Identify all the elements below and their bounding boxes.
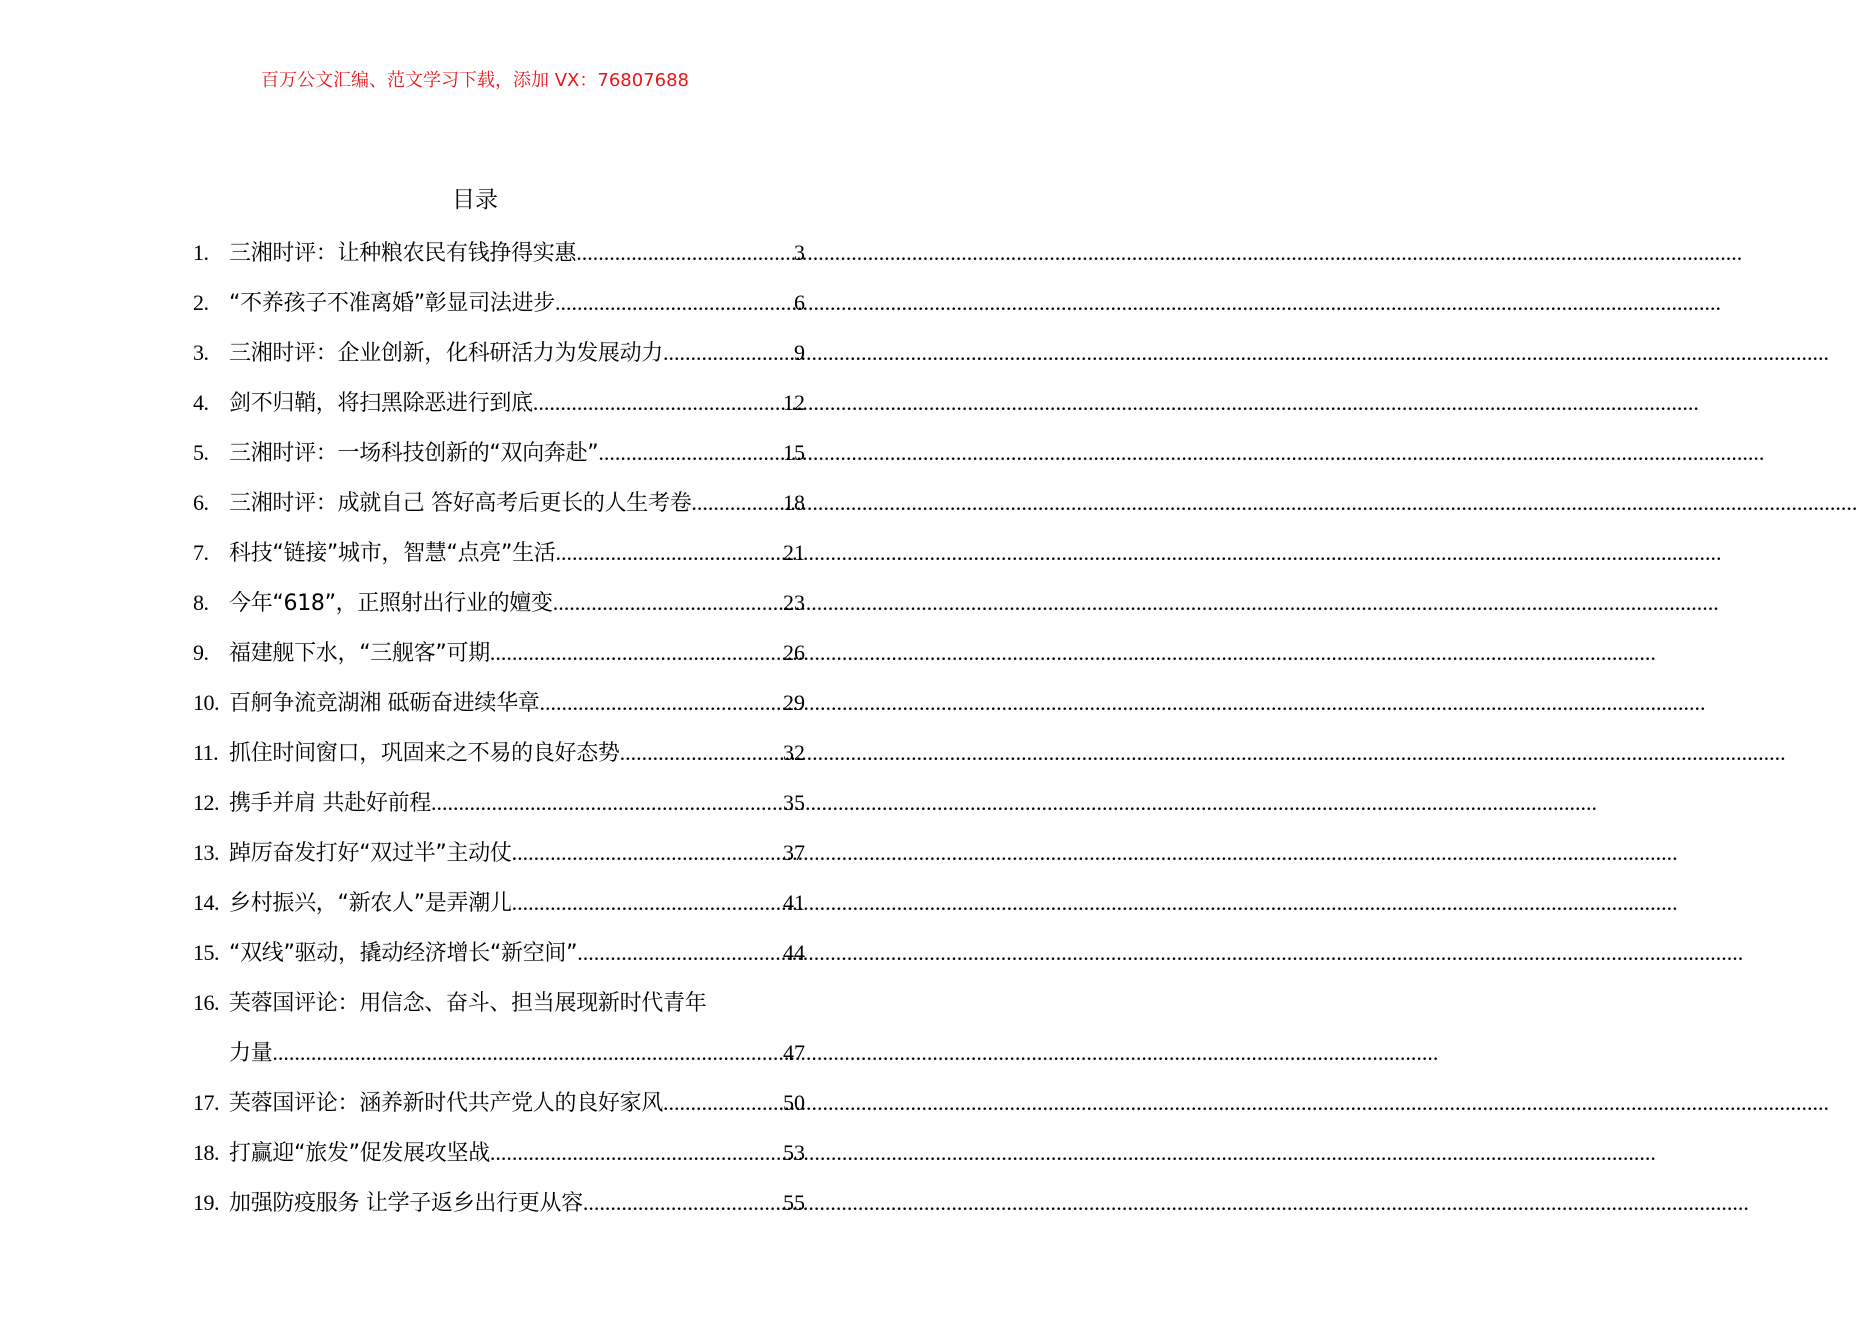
toc-entry-page: 29	[783, 690, 805, 715]
toc-dot-leader	[556, 528, 784, 578]
toc-entry-12[interactable]	[193, 778, 805, 828]
toc-entry-9[interactable]	[193, 628, 805, 678]
toc-dot-leader	[431, 778, 783, 828]
toc-list	[193, 228, 805, 1228]
toc-entry-page: 44	[783, 940, 805, 965]
toc-entry-16-continued[interactable]	[193, 1028, 805, 1078]
toc-entry-number: 1.	[193, 240, 209, 265]
toc-dot-leader	[598, 428, 783, 478]
toc-entry-title: “不养孩子不准离婚”彰显司法进步	[229, 291, 555, 316]
toc-entry-8[interactable]	[193, 578, 805, 628]
toc-dot-leader	[663, 328, 794, 378]
header-note: 百万公文汇编、范文学习下载，添加 VX：76807688	[261, 70, 689, 91]
toc-entry-page: 35	[783, 790, 805, 815]
toc-entry-number: 17.	[193, 1090, 219, 1115]
toc-entry-number: 2.	[193, 290, 209, 315]
toc-entry-number: 9.	[193, 640, 209, 665]
toc-entry-number: 14.	[193, 890, 219, 915]
toc-dot-leader	[620, 728, 783, 778]
toc-entry-number: 4.	[193, 390, 209, 415]
toc-entry-number: 10.	[193, 690, 219, 715]
toc-entry-page: 23	[783, 590, 805, 615]
toc-entry-4[interactable]	[193, 378, 805, 428]
toc-dot-leader	[490, 1128, 783, 1178]
toc-entry-page: 50	[783, 1090, 805, 1115]
toc-entry-page: 15	[783, 440, 805, 465]
toc-entry-page: 9	[794, 340, 805, 365]
toc-entry-number: 6.	[193, 490, 209, 515]
toc-dot-leader	[576, 228, 794, 278]
toc-entry-number: 15.	[193, 940, 219, 965]
toc-dot-leader	[512, 828, 783, 878]
toc-entry-number: 18.	[193, 1140, 219, 1165]
toc-entry-1[interactable]	[193, 228, 805, 278]
toc-entry-page: 37	[783, 840, 805, 865]
toc-entry-title: 加强防疫服务 让学子返乡出行更从容	[229, 1191, 583, 1216]
toc-dot-leader	[583, 1178, 783, 1228]
toc-entry-page: 3	[794, 240, 805, 265]
toc-dot-leader	[512, 878, 783, 928]
toc-entry-page: 26	[783, 640, 805, 665]
toc-entry-title: 福建舰下水，“三舰客”可期	[229, 641, 490, 666]
toc-entry-page: 21	[783, 540, 805, 565]
toc-entry-title: 踔厉奋发打好“双过半”主动仗	[229, 841, 512, 866]
toc-dot-leader	[555, 278, 794, 328]
toc-entry-page: 12	[783, 390, 805, 415]
toc-entry-title: “双线”驱动，撬动经济增长“新空间”	[229, 941, 578, 966]
toc-entry-title: 百舸争流竞湖湘 砥砺奋进续华章	[229, 691, 540, 716]
toc-entry-17[interactable]	[193, 1078, 805, 1128]
toc-entry-title: 芙蓉国评论：涵养新时代共产党人的良好家风	[229, 1091, 664, 1116]
toc-entry-title: 三湘时评：让种粮农民有钱挣得实惠	[229, 241, 577, 266]
toc-dot-leader	[691, 478, 783, 528]
toc-dot-leader	[577, 928, 783, 978]
toc-entry-number: 5.	[193, 440, 209, 465]
toc-entry-title: 科技“链接”城市，智慧“点亮”生活	[229, 541, 556, 566]
toc-entry-title: 携手并肩 共赴好前程	[229, 791, 431, 816]
toc-entry-page: 53	[783, 1140, 805, 1165]
toc-entry-page: 18	[783, 490, 805, 515]
toc-entry-title: 乡村振兴，“新农人”是弄潮儿	[229, 891, 512, 916]
toc-entry-number: 3.	[193, 340, 209, 365]
toc-entry-title: 三湘时评：企业创新，化科研活力为发展动力	[229, 341, 664, 366]
toc-entry-page: 41	[783, 890, 805, 915]
toc-entry-title: 剑不归鞘，将扫黑除恶进行到底	[229, 391, 533, 416]
toc-entry-11[interactable]	[193, 728, 805, 778]
toc-entry-14[interactable]	[193, 878, 805, 928]
toc-entry-title: 抓住时间窗口，巩固来之不易的良好态势	[229, 741, 620, 766]
toc-entry-19[interactable]	[193, 1178, 805, 1228]
toc-dot-leader	[490, 628, 783, 678]
toc-entry-page: 6	[794, 290, 805, 315]
toc-entry-6[interactable]	[193, 478, 805, 528]
toc-dot-leader	[272, 1028, 783, 1078]
toc-dot-leader	[533, 378, 783, 428]
toc-entry-number: 19.	[193, 1190, 219, 1215]
toc-entry-18[interactable]	[193, 1128, 805, 1178]
toc-entry-title: 三湘时评：一场科技创新的“双向奔赴”	[229, 441, 599, 466]
toc-entry-title: 芙蓉国评论：用信念、奋斗、担当展现新时代青年	[229, 991, 707, 1016]
toc-entry-10[interactable]	[193, 678, 805, 728]
toc-entry-number: 7.	[193, 540, 209, 565]
toc-entry-number: 13.	[193, 840, 219, 865]
toc-dot-leader	[540, 678, 784, 728]
toc-entry-16[interactable]	[193, 978, 805, 1028]
toc-entry-number: 16.	[193, 990, 219, 1015]
toc-entry-title-continued: 力量	[229, 1041, 273, 1066]
toc-entry-page: 47	[783, 1040, 805, 1065]
toc-entry-number: 11.	[193, 740, 219, 765]
toc-entry-15[interactable]	[193, 928, 805, 978]
toc-entry-5[interactable]	[193, 428, 805, 478]
toc-entry-title: 三湘时评：成就自己 答好高考后更长的人生考卷	[229, 491, 692, 516]
toc-entry-7[interactable]	[193, 528, 805, 578]
toc-entry-number: 12.	[193, 790, 219, 815]
toc-entry-title: 打赢迎“旅发”促发展攻坚战	[229, 1141, 490, 1166]
toc-entry-2[interactable]	[193, 278, 805, 328]
toc-entry-page: 55	[783, 1190, 805, 1215]
toc-dot-leader	[663, 1078, 783, 1128]
toc-entry-3[interactable]	[193, 328, 805, 378]
toc-title: 目录	[452, 187, 498, 213]
toc-entry-title: 今年“618”，正照射出行业的嬗变	[229, 591, 553, 616]
toc-entry-13[interactable]	[193, 828, 805, 878]
toc-entry-page: 32	[783, 740, 805, 765]
toc-entry-number: 8.	[193, 590, 209, 615]
toc-dot-leader	[553, 578, 783, 628]
